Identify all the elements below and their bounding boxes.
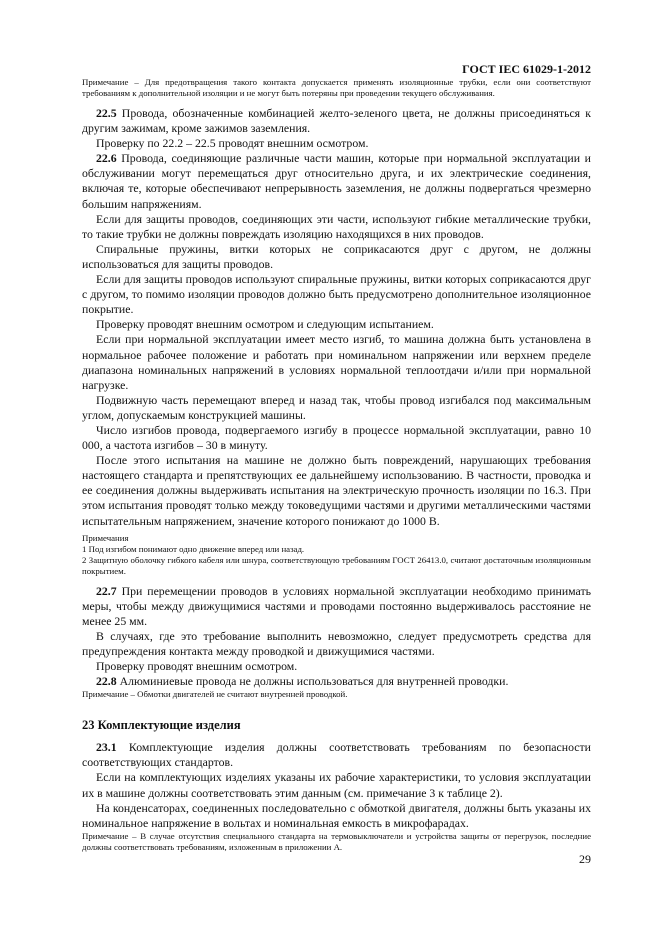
clause-22-6	[82, 151, 591, 211]
clause-number: 22.8	[96, 674, 117, 689]
clause-22-5	[82, 106, 591, 136]
note-windings: Примечание – Обмотки двигателей не считают внутренней проводкой.	[82, 689, 348, 700]
note-thermal-protection: Примечание – В случае отсутствия специального стандарта на термовыключатели и устройства защиты от перегрузок, последние должны соответствовать требованиям, изложенным в приложении А.	[82, 830, 591, 852]
note-item: 1 Под изгибом понимают одно движение вперед или назад.	[82, 543, 305, 554]
clause-text: Провода, соединяющие различные части машин, которые при нормальной эксплуатации и обслуживании могут перемещаться друг относительно друга, и их электрические соединения, включая те, которые обеспечивают непрерывность заземления, не должны подвергаться чрезмерно большим напряжениям.	[82, 151, 591, 211]
paragraph: Проверку проводят внешним осмотром.	[96, 659, 298, 674]
paragraph: Проверку проводят внешним осмотром и следующим испытанием.	[96, 317, 434, 332]
paragraph: Если при нормальной эксплуатации имеет место изгиб, то машина должна быть установлена в нормальное рабочее положение и работать при номинальном напряжении или верхнем пределе диапазона номинальных напряжений в условиях нормальной теплоотдачи и/или при нормальной нагрузке.	[82, 332, 591, 392]
clause-number: 22.6	[96, 151, 117, 166]
paragraph: Подвижную часть перемещают вперед и назад так, чтобы провод изгибался под максимальным углом, допускаемым конструкцией машины.	[82, 392, 591, 422]
clause-number: 22.5	[96, 106, 117, 120]
clause-text: При перемещении проводов в условиях нормальной эксплуатации необходимо принимать меры, чтобы между движущимися частями и проводами постоянно выдерживалось расстояние не менее 25 мм.	[82, 583, 591, 628]
clause-number: 23.1	[96, 740, 117, 755]
section-title: 23 Комплектующие изделия	[82, 718, 241, 733]
clause-text: Провода, обозначенные комбинацией желто-зеленого цвета, не должны присоединяться к другим зажимам, кроме зажимов заземления.	[82, 106, 591, 136]
paragraph: Если на комплектующих изделиях указаны их рабочие характеристики, то условия эксплуатации их в машине должны соответствовать этим данным (см. примечание 3 к таблице 2).	[82, 770, 591, 800]
clause-text: Комплектующие изделия должны соответствовать требованиям по безопасности соответствующих стандартов.	[82, 740, 591, 770]
standard-header: ГОСТ IEC 61029-1-2012	[462, 62, 591, 76]
note-item: 2 Защитную оболочку гибкого кабеля или шнура, соответствующую требованиям ГОСТ 26413.0, считают достаточным изоляционным покрытием.	[82, 554, 591, 576]
paragraph: Если для защиты проводов, соединяющих эти части, используют гибкие металлические трубки, то такие трубки не должны повреждать изоляцию находящихся в них проводов.	[82, 211, 591, 241]
paragraph: Если для защиты проводов используют спиральные пружины, витки которых соприкасаются друг с другом, то помимо изоляции проводов должно быть предусмотрено дополнительное изоляционное покрытие.	[82, 272, 591, 317]
clause-23-1	[82, 740, 591, 770]
paragraph: На конденсаторах, соединенных последовательно с обмоткой двигателя, должны быть указаны их номинальное напряжение в вольтах и номинальная емкость в микрофарадах.	[82, 800, 591, 830]
paragraph: Число изгибов провода, подвергаемого изгибу в процессе нормальной эксплуатации, равно 10 000, а частота изгибов – 30 в минуту.	[82, 422, 591, 453]
clause-22-8	[82, 674, 591, 689]
page-number: 29	[579, 852, 591, 866]
note-contact-prevention: Примечание – Для предотвращения такого контакта допускается применять изоляционные трубки, если они соответствуют требованиям к дополнительной изоляции и не могут быть потеряны при проведении текущего обслуживания.	[82, 77, 591, 98]
paragraph: В случаях, где это требование выполнить невозможно, следует предусмотреть средства для предупреждения контакта между проводкой и движущимися частями.	[82, 628, 591, 658]
clause-22-7	[82, 584, 591, 629]
paragraph: После этого испытания на машине не должно быть повреждений, нарушающих требования настоящего стандарта и препятствующих ее дальнейшему использованию. В частности, проводка и ее соединения должны выдерживать испытания на электрическую прочность изоляции по 16.3. При этом испытания проводят только между токоведущими частями и другими металлическими частями испытательным напряжением, значение которого понижают до 1000 В.	[82, 453, 591, 528]
clause-text: Алюминиевые провода не должны использоваться для внутренней проводки.	[116, 674, 509, 689]
notes-heading: Примечания	[82, 532, 129, 543]
paragraph: Проверку по 22.2 – 22.5 проводят внешним осмотром.	[96, 136, 369, 151]
clause-number: 22.7	[96, 583, 117, 598]
page-content	[82, 77, 591, 853]
paragraph: Спиральные пружины, витки которых не соприкасаются друг с другом, не должны использоваться для защиты проводов.	[82, 241, 591, 271]
